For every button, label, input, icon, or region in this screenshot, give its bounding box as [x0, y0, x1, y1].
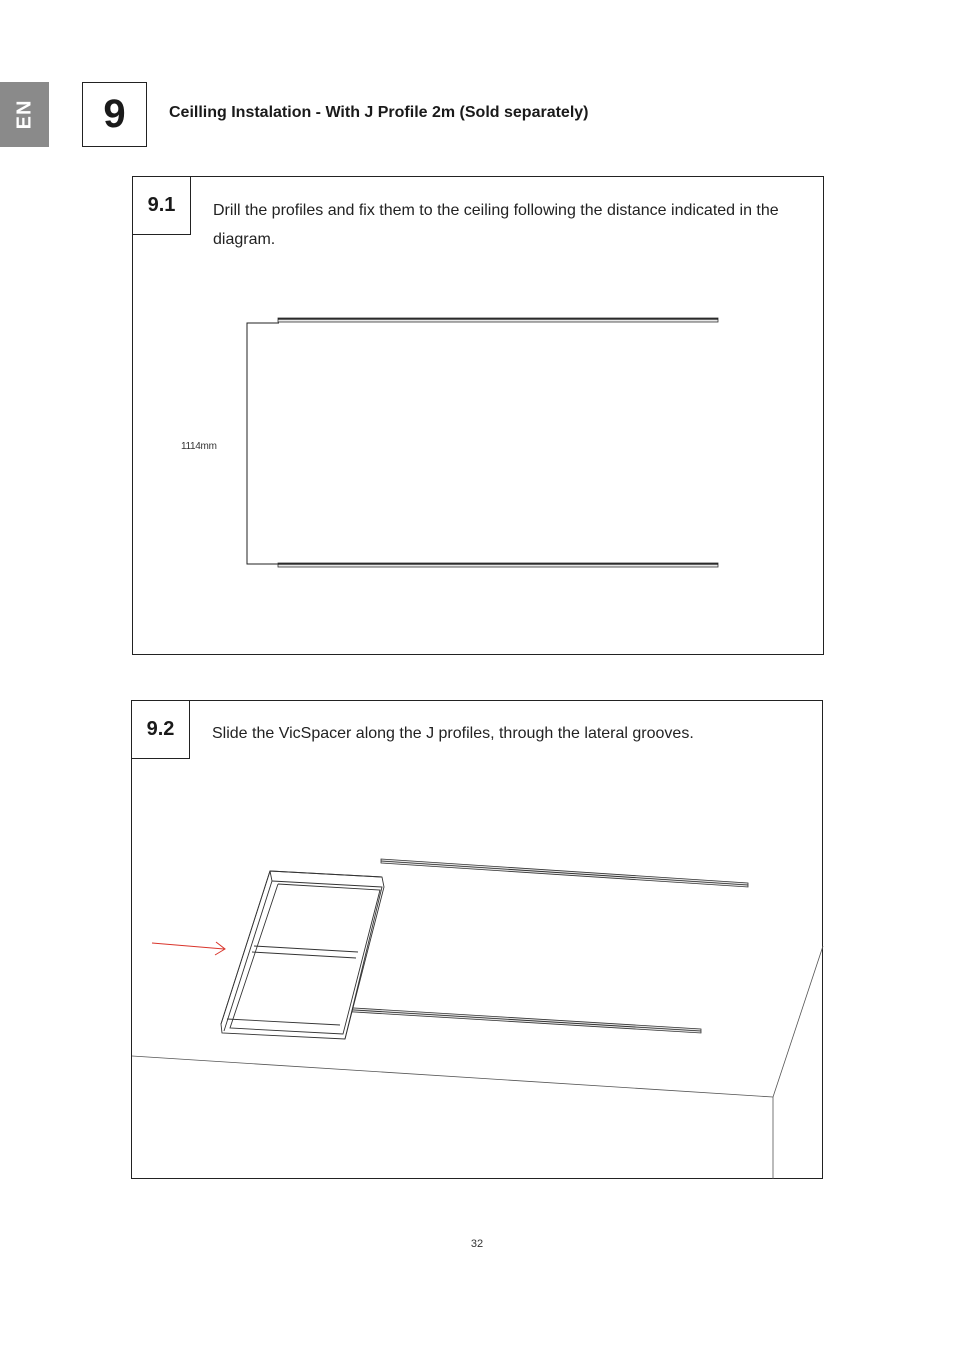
slide-direction-arrow	[152, 942, 225, 955]
vicspacer-frame	[221, 871, 384, 1039]
section-title: Ceilling Instalation - With J Profile 2m (Sold separately)	[169, 104, 589, 121]
dimension-label: 1114mm	[181, 441, 217, 452]
front-j-profile	[338, 1007, 701, 1033]
language-label: EN	[12, 99, 35, 130]
top-j-profile	[278, 318, 718, 322]
vicspacer-slide-diagram	[132, 701, 824, 1180]
page-number: 32	[470, 1238, 484, 1250]
step-instruction: Drill the profiles and fix them to the ceiling following the distance indicated in the diagram.	[213, 202, 779, 248]
back-j-profile	[381, 859, 748, 887]
substep-number: 9.1	[147, 194, 176, 216]
step-number-box	[82, 82, 147, 147]
step-number: 9	[103, 92, 126, 136]
step-panel-9-2	[131, 700, 823, 1179]
profile-spacing-diagram	[133, 177, 825, 656]
step-instruction: Slide the VicSpacer along the J profiles, through the lateral grooves.	[212, 725, 694, 742]
language-tab	[0, 82, 49, 147]
step-panel-9-1	[132, 176, 824, 655]
bottom-j-profile	[278, 563, 718, 567]
dimension-bracket	[247, 323, 279, 564]
substep-number: 9.2	[146, 718, 175, 740]
